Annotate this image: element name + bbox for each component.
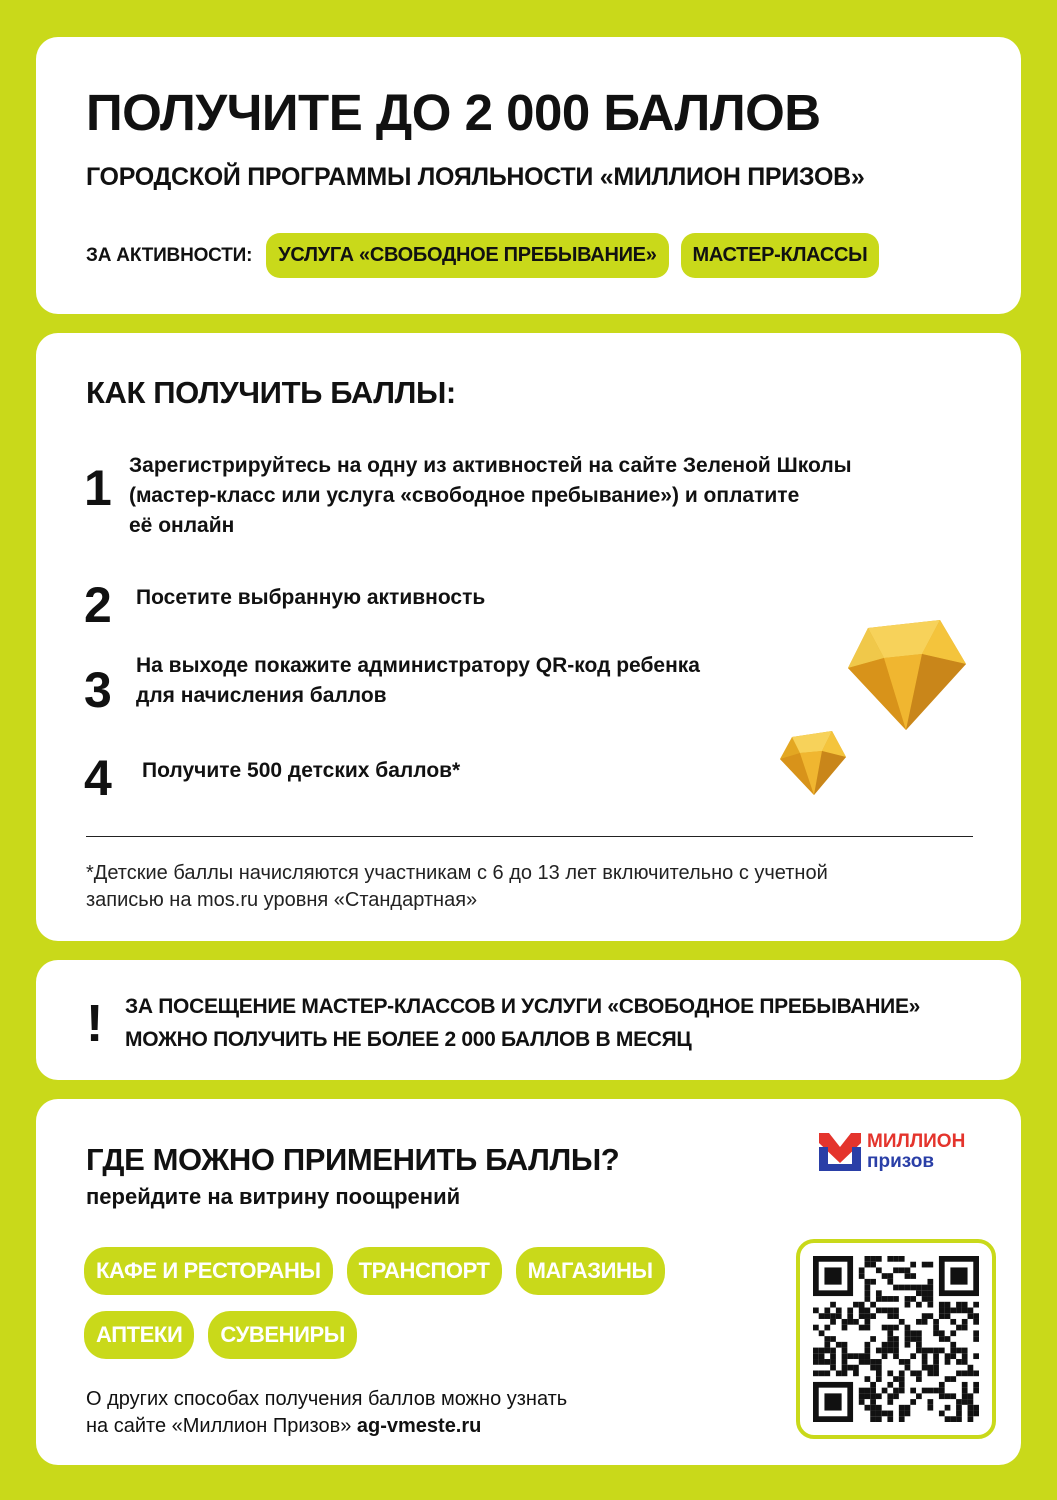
exclamation-icon: ! — [86, 995, 104, 1053]
steps-title: КАК ПОЛУЧИТЬ БАЛЛЫ: — [86, 375, 456, 410]
apply-subtitle: перейдите на витрину поощрений — [86, 1184, 461, 1209]
hero-subtitle: ГОРОДСКОЙ ПРОГРАММЫ ЛОЯЛЬНОСТИ «МИЛЛИОН ПРИЗОВ» — [86, 163, 865, 191]
step-text: Посетите выбранную активность — [136, 586, 486, 609]
divider — [86, 836, 973, 837]
hero-title: ПОЛУЧИТЕ ДО 2 000 БАЛЛОВ — [86, 84, 821, 141]
warning-card — [36, 960, 1021, 1080]
step-text: На выходе покажите администратору QR-код ребенка для начисления баллов — [136, 654, 700, 707]
gem-icon — [848, 620, 966, 730]
apply-note: О других способах получения баллов можно узнать на сайте «Миллион Призов» ag-vmeste.ru — [86, 1388, 568, 1437]
site-link[interactable]: ag-vmeste.ru — [356, 1415, 482, 1437]
activity-pill-master-classes: МАСТЕР-КЛАССЫ — [681, 233, 880, 278]
footnote: *Детские баллы начисляются участникам с 6 до 13 лет включительно с учетной записью на mos.ru уровня «Стандартная» — [86, 862, 828, 911]
gem-icon — [780, 731, 846, 795]
hero-card — [36, 37, 1021, 314]
warning-text: ЗА ПОСЕЩЕНИЕ МАСТЕР-КЛАССОВ И УСЛУГИ «СВОБОДНОЕ ПРЕБЫВАНИЕ» МОЖНО ПОЛУЧИТЬ НЕ БОЛЕЕ 2 000 БАЛЛОВ В МЕСЯЦ — [125, 995, 921, 1051]
qr-code-icon[interactable] — [813, 1256, 979, 1422]
apply-title: ГДЕ МОЖНО ПРИМЕНИТЬ БАЛЛЫ? — [86, 1142, 620, 1177]
step-1 — [84, 451, 852, 541]
tag-shops: МАГАЗИНЫ — [516, 1247, 665, 1295]
activity-pill-free-stay: УСЛУГА «СВОБОДНОЕ ПРЕБЫВАНИЕ» — [266, 233, 668, 278]
brand-logo — [819, 1132, 965, 1172]
tag-pharmacies: АПТЕКИ — [84, 1311, 194, 1359]
step-number: 1 — [84, 460, 112, 516]
reward-categories — [84, 1247, 724, 1359]
step-2 — [84, 577, 486, 633]
step-number: 3 — [84, 662, 112, 718]
step-text: Получите 500 детских баллов* — [142, 759, 461, 782]
step-number: 2 — [84, 577, 112, 633]
apply-card — [36, 1099, 1021, 1465]
step-text: Зарегистрируйтесь на одну из активностей на сайте Зеленой Школы (мастер-класс или услуга «свободное пребывание») и оплатите её онлайн — [129, 454, 852, 537]
steps-card — [36, 333, 1021, 941]
activities-row — [86, 233, 879, 278]
step-4 — [84, 750, 461, 806]
qr-frame — [796, 1239, 996, 1439]
tag-cafe: КАФЕ И РЕСТОРАНЫ — [84, 1247, 333, 1295]
million-prizes-logo-icon — [819, 1133, 861, 1171]
activities-label: ЗА АКТИВНОСТИ: — [86, 244, 253, 266]
step-number: 4 — [84, 750, 112, 806]
tag-transport: ТРАНСПОРТ — [347, 1247, 502, 1295]
tag-souvenirs: СУВЕНИРЫ — [208, 1311, 357, 1359]
brand-text: МИЛЛИОН призов — [867, 1131, 966, 1172]
step-3 — [84, 651, 700, 718]
